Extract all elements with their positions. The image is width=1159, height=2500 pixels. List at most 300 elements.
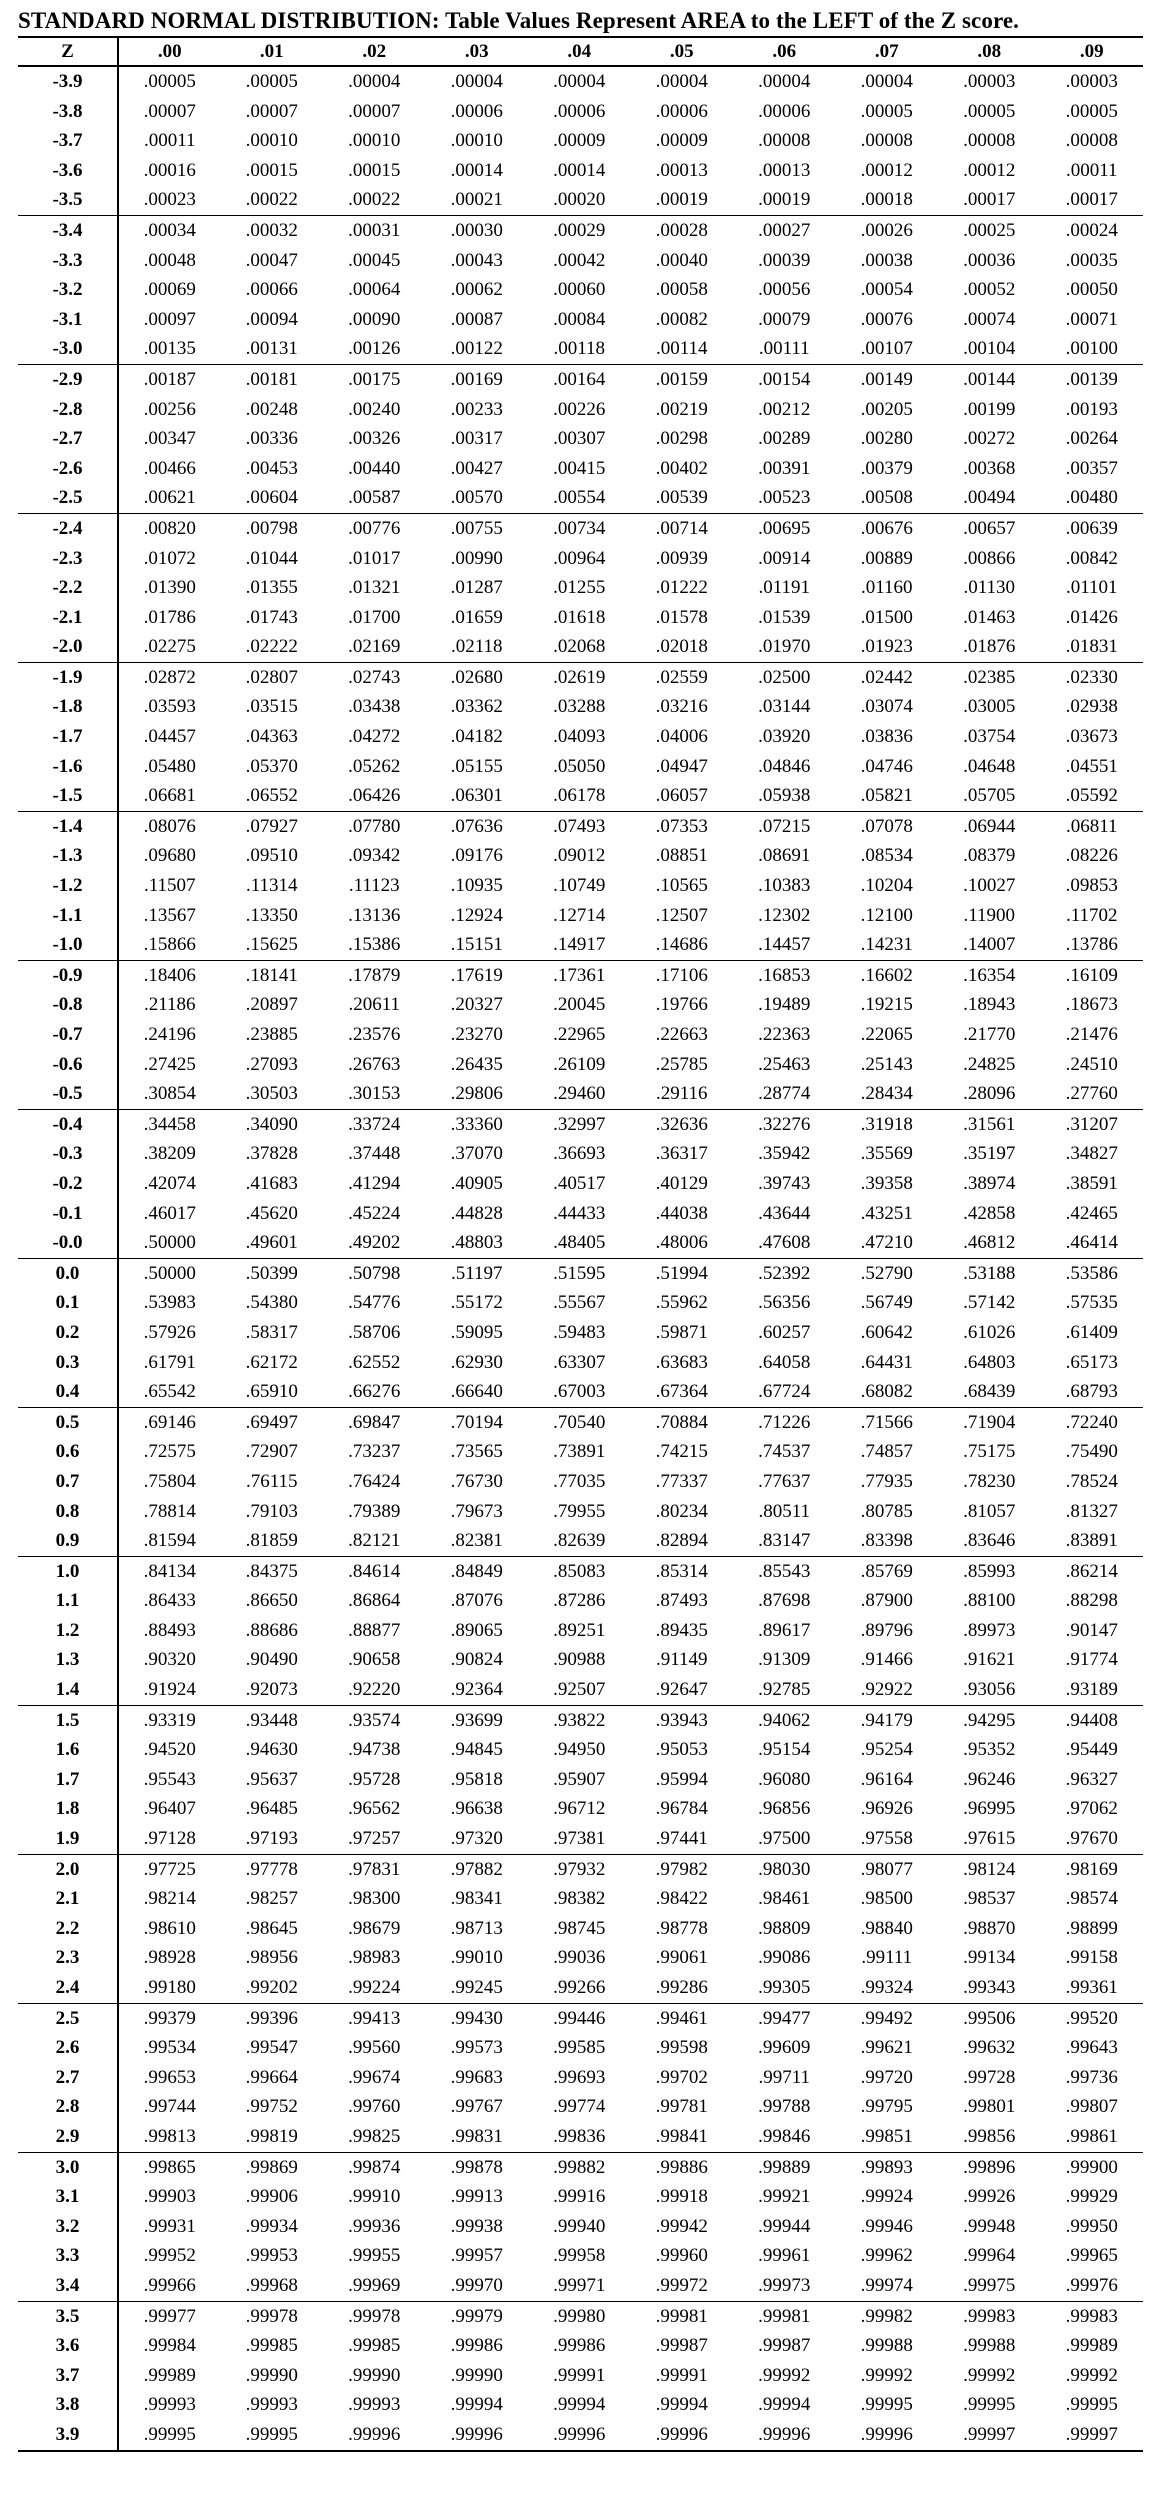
probability-cell: .00004 — [758, 71, 811, 92]
probability-cell: .06811 — [1065, 815, 1118, 837]
probability-cell: .94408 — [1065, 1709, 1118, 1731]
probability-cell: .00007 — [245, 100, 298, 122]
probability-cell: .39358 — [860, 1172, 913, 1194]
probability-cell: .00357 — [1065, 457, 1118, 479]
z-value-cell: 2.2 — [18, 1914, 118, 1944]
probability-cell: .65910 — [221, 1377, 324, 1407]
probability-cell: .00889 — [860, 547, 913, 569]
z-value-cell: 2.4 — [18, 1973, 118, 2003]
z-value-cell: 1.2 — [18, 1616, 118, 1646]
probability-cell: .21186 — [143, 994, 196, 1016]
probability-cell: .00050 — [1065, 279, 1118, 301]
probability-cell: .15866 — [118, 930, 221, 960]
z-value-cell: 1.1 — [18, 1586, 118, 1616]
probability-cell: .99958 — [553, 2245, 606, 2267]
probability-cell: .99987 — [758, 2335, 811, 2357]
table-row — [18, 1943, 1143, 1973]
probability-cell: .95907 — [553, 1768, 606, 1790]
probability-cell: .26763 — [348, 1053, 401, 1075]
probability-cell: .99974 — [836, 2271, 939, 2301]
probability-cell: .66640 — [426, 1377, 529, 1407]
probability-cell: .00199 — [963, 398, 1016, 420]
table-row — [18, 2390, 1143, 2420]
probability-cell: .12302 — [758, 904, 811, 926]
probability-cell: .00233 — [450, 398, 503, 420]
probability-cell: .59095 — [450, 1321, 503, 1343]
probability-cell: .03673 — [1065, 726, 1118, 748]
probability-cell: .00064 — [348, 279, 401, 301]
probability-cell: .57535 — [1065, 1292, 1118, 1314]
probability-cell: .99996 — [733, 2420, 836, 2451]
z-value-cell: 1.6 — [18, 1735, 118, 1765]
probability-cell: .00029 — [553, 219, 606, 241]
probability-cell: .99813 — [118, 2122, 221, 2152]
table-row — [18, 1050, 1143, 1080]
probability-cell: .81057 — [963, 1500, 1016, 1522]
table-title: STANDARD NORMAL DISTRIBUTION: Table Values Represent AREA to the LEFT of the Z score. — [18, 8, 1020, 33]
probability-cell: .00175 — [348, 368, 401, 390]
table-row — [18, 1020, 1143, 1050]
table-row — [18, 1377, 1143, 1407]
probability-cell: .68793 — [1041, 1377, 1144, 1407]
probability-cell: .98840 — [860, 1917, 913, 1939]
probability-cell: .08379 — [963, 845, 1016, 867]
probability-cell: .00453 — [245, 457, 298, 479]
probability-cell: .00019 — [733, 185, 836, 215]
probability-cell: .07780 — [348, 815, 401, 837]
probability-cell: .22363 — [758, 1024, 811, 1045]
probability-cell: .00025 — [963, 219, 1016, 241]
probability-cell: .99942 — [655, 2215, 708, 2237]
probability-cell: .00039 — [758, 249, 811, 271]
probability-cell: .49601 — [221, 1228, 324, 1258]
z-value-cell: -3.4 — [18, 215, 118, 245]
table-row — [18, 1914, 1143, 1944]
probability-cell: .00022 — [221, 185, 324, 215]
probability-cell: .00013 — [655, 159, 708, 181]
probability-cell: .00226 — [553, 398, 606, 420]
probability-cell: .95994 — [655, 1768, 708, 1790]
probability-cell: .00587 — [323, 483, 426, 513]
probability-cell: .00004 — [860, 71, 913, 92]
probability-cell: .29460 — [528, 1079, 631, 1109]
probability-cell: .99111 — [861, 1947, 913, 1969]
probability-cell: .23885 — [245, 1024, 298, 1045]
z-value-cell: -2.3 — [18, 544, 118, 574]
probability-cell: .08076 — [143, 815, 196, 837]
probability-cell: .91621 — [963, 1649, 1016, 1671]
probability-cell: .80511 — [758, 1500, 811, 1522]
probability-cell: .82381 — [426, 1526, 529, 1556]
probability-cell: .25463 — [758, 1053, 811, 1075]
probability-cell: .62172 — [245, 1351, 298, 1373]
probability-cell: .99983 — [1065, 2305, 1118, 2327]
probability-cell: .99996 — [631, 2420, 734, 2451]
probability-cell: .62552 — [348, 1351, 401, 1373]
probability-cell: .02680 — [450, 666, 503, 688]
probability-cell: .99936 — [348, 2215, 401, 2237]
probability-cell: .99736 — [1065, 2066, 1118, 2088]
z-value-cell: -2.7 — [18, 424, 118, 454]
probability-cell: .01659 — [450, 606, 503, 628]
probability-cell: .03754 — [963, 726, 1016, 748]
probability-cell: .30503 — [221, 1079, 324, 1109]
probability-cell: .78230 — [963, 1470, 1016, 1492]
probability-cell: .99966 — [118, 2271, 221, 2301]
probability-cell: .99896 — [963, 2156, 1016, 2178]
probability-cell: .00755 — [450, 517, 503, 539]
probability-cell: .75490 — [1065, 1441, 1118, 1463]
z-table — [18, 36, 1143, 2452]
table-row — [18, 126, 1143, 156]
table-row — [18, 2361, 1143, 2391]
probability-cell: .67724 — [733, 1377, 836, 1407]
probability-cell: .00144 — [963, 368, 1016, 390]
probability-cell: .16109 — [1065, 964, 1118, 986]
probability-cell: .99305 — [733, 1973, 836, 2003]
probability-cell: .32997 — [553, 1113, 606, 1135]
probability-cell: .03593 — [143, 696, 196, 718]
probability-cell: .81859 — [221, 1526, 324, 1556]
probability-cell: .00011 — [1065, 159, 1118, 181]
probability-cell: .99760 — [348, 2096, 401, 2118]
column-header: .06 — [733, 37, 836, 66]
probability-cell: .18406 — [143, 964, 196, 986]
z-value-cell: 2.5 — [18, 2003, 118, 2033]
probability-cell: .43251 — [860, 1202, 913, 1224]
probability-cell: .00030 — [450, 219, 503, 241]
probability-cell: .04093 — [553, 726, 606, 748]
probability-cell: .06057 — [631, 781, 734, 811]
probability-cell: .09510 — [245, 845, 298, 867]
probability-cell: .99856 — [938, 2122, 1041, 2152]
probability-cell: .14007 — [938, 930, 1041, 960]
probability-cell: .12507 — [655, 904, 708, 926]
probability-cell: .18673 — [1065, 994, 1118, 1016]
probability-cell: .19215 — [860, 994, 913, 1016]
probability-cell: .00052 — [963, 279, 1016, 301]
probability-cell: .54380 — [245, 1292, 298, 1314]
probability-cell: .00159 — [655, 368, 708, 390]
probability-cell: .99361 — [1041, 1973, 1144, 2003]
probability-cell: .95818 — [450, 1768, 503, 1790]
probability-cell: .92073 — [221, 1675, 324, 1705]
probability-cell: .24196 — [143, 1024, 196, 1045]
probability-cell: .01072 — [143, 547, 196, 569]
probability-cell: .99861 — [1041, 2122, 1144, 2152]
probability-cell: .99990 — [450, 2364, 503, 2386]
probability-cell: .95637 — [245, 1768, 298, 1790]
probability-cell: .00480 — [1041, 483, 1144, 513]
probability-cell: .07078 — [860, 815, 913, 837]
probability-cell: .97500 — [733, 1824, 836, 1854]
z-value-cell: -3.6 — [18, 156, 118, 186]
probability-cell: .99061 — [655, 1947, 708, 1969]
probability-cell: .00060 — [553, 279, 606, 301]
probability-cell: .00368 — [963, 457, 1016, 479]
column-header: .04 — [528, 37, 631, 66]
probability-cell: .23270 — [450, 1024, 503, 1045]
probability-cell: .93319 — [143, 1709, 196, 1731]
probability-cell: .20611 — [348, 994, 401, 1016]
probability-cell: .88100 — [963, 1590, 1016, 1612]
probability-cell: .99962 — [860, 2245, 913, 2267]
probability-cell: .00062 — [450, 279, 503, 301]
probability-cell: .99674 — [348, 2066, 401, 2088]
z-column-header: Z — [18, 37, 118, 66]
probability-cell: .00657 — [963, 517, 1016, 539]
probability-cell: .05155 — [450, 755, 503, 777]
probability-cell: .97778 — [245, 1858, 298, 1880]
probability-cell: .99965 — [1065, 2245, 1118, 2267]
probability-cell: .78814 — [143, 1500, 196, 1522]
probability-cell: .52392 — [758, 1262, 811, 1284]
z-value-cell: -0.6 — [18, 1050, 118, 1080]
table-row — [18, 811, 1143, 841]
probability-cell: .44433 — [553, 1202, 606, 1224]
z-value-cell: -2.4 — [18, 513, 118, 543]
probability-cell: .99990 — [348, 2364, 401, 2386]
probability-cell: .89435 — [655, 1619, 708, 1641]
probability-cell: .14457 — [733, 930, 836, 960]
probability-cell: .00005 — [963, 100, 1016, 122]
probability-cell: .02807 — [245, 666, 298, 688]
probability-cell: .99621 — [860, 2037, 913, 2059]
probability-cell: .00798 — [245, 517, 298, 539]
probability-cell: .96485 — [245, 1798, 298, 1820]
probability-cell: .23576 — [348, 1024, 401, 1045]
probability-cell: .03362 — [450, 696, 503, 718]
probability-cell: .00379 — [860, 457, 913, 479]
probability-cell: .02222 — [221, 632, 324, 662]
table-row — [18, 2033, 1143, 2063]
probability-cell: .09342 — [348, 845, 401, 867]
probability-cell: .00114 — [631, 334, 734, 364]
probability-cell: .99924 — [860, 2186, 913, 2208]
table-row — [18, 395, 1143, 425]
probability-cell: .04182 — [450, 726, 503, 748]
probability-cell: .99994 — [758, 2394, 811, 2416]
table-row — [18, 1318, 1143, 1348]
probability-cell: .90320 — [143, 1649, 196, 1671]
probability-cell: .82639 — [528, 1526, 631, 1556]
probability-cell: .00964 — [553, 547, 606, 569]
probability-cell: .99728 — [963, 2066, 1016, 2088]
probability-cell: .03074 — [860, 696, 913, 718]
probability-cell: .99996 — [836, 2420, 939, 2451]
z-value-cell: -1.3 — [18, 841, 118, 871]
probability-cell: .86650 — [245, 1590, 298, 1612]
probability-cell: .29806 — [426, 1079, 529, 1109]
probability-cell: .90147 — [1065, 1619, 1118, 1641]
column-header: .07 — [836, 37, 939, 66]
probability-cell: .98077 — [860, 1858, 913, 1880]
z-value-cell: 0.0 — [18, 1258, 118, 1288]
probability-cell: .99573 — [450, 2037, 503, 2059]
table-row — [18, 2063, 1143, 2093]
probability-cell: .93056 — [938, 1675, 1041, 1705]
probability-cell: .97320 — [426, 1824, 529, 1854]
table-row — [18, 483, 1143, 513]
probability-cell: .00676 — [860, 517, 913, 539]
probability-cell: .90490 — [245, 1649, 298, 1671]
probability-cell: .99978 — [245, 2305, 298, 2327]
probability-cell: .08691 — [758, 845, 811, 867]
probability-cell: .00104 — [938, 334, 1041, 364]
probability-cell: .98341 — [450, 1888, 503, 1910]
probability-cell: .89973 — [963, 1619, 1016, 1641]
probability-cell: .00020 — [528, 185, 631, 215]
probability-cell: .99995 — [221, 2420, 324, 2451]
probability-cell: .99819 — [221, 2122, 324, 2152]
table-row — [18, 1586, 1143, 1616]
probability-cell: .12924 — [450, 904, 503, 926]
z-value-cell: 1.0 — [18, 1556, 118, 1586]
probability-cell: .09853 — [1065, 875, 1118, 897]
probability-cell: .00391 — [758, 457, 811, 479]
probability-cell: .18943 — [963, 994, 1016, 1016]
probability-cell: .33360 — [450, 1113, 503, 1135]
probability-cell: .99461 — [655, 2007, 708, 2029]
probability-cell: .00006 — [553, 100, 606, 122]
probability-cell: .50399 — [245, 1262, 298, 1284]
probability-cell: .55172 — [450, 1292, 503, 1314]
probability-cell: .07927 — [245, 815, 298, 837]
z-value-cell: -0.5 — [18, 1079, 118, 1109]
z-value-cell: 2.6 — [18, 2033, 118, 2063]
probability-cell: .21476 — [1065, 1024, 1118, 1045]
probability-cell: .00006 — [758, 100, 811, 122]
probability-cell: .99977 — [143, 2305, 196, 2327]
probability-cell: .98713 — [450, 1917, 503, 1939]
probability-cell: .00058 — [655, 279, 708, 301]
probability-cell: .95728 — [348, 1768, 401, 1790]
probability-cell: .00307 — [553, 428, 606, 450]
probability-cell: .90824 — [450, 1649, 503, 1671]
probability-cell: .99934 — [245, 2215, 298, 2237]
probability-cell: .37448 — [348, 1143, 401, 1165]
probability-cell: .00079 — [758, 308, 811, 330]
probability-cell: .08534 — [860, 845, 913, 867]
probability-cell: .85543 — [758, 1560, 811, 1582]
probability-cell: .00539 — [631, 483, 734, 513]
probability-cell: .00169 — [450, 368, 503, 390]
probability-cell: .00054 — [860, 279, 913, 301]
probability-cell: .09176 — [450, 845, 503, 867]
probability-cell: .22065 — [860, 1024, 913, 1045]
probability-cell: .00122 — [426, 334, 529, 364]
table-row — [18, 2331, 1143, 2361]
probability-cell: .98745 — [553, 1917, 606, 1939]
table-row — [18, 960, 1143, 990]
table-row — [18, 2212, 1143, 2242]
table-row — [18, 1854, 1143, 1884]
probability-cell: .98679 — [348, 1917, 401, 1939]
probability-cell: .79103 — [245, 1500, 298, 1522]
z-value-cell: -2.6 — [18, 454, 118, 484]
probability-cell: .97982 — [655, 1858, 708, 1880]
probability-cell: .10749 — [553, 875, 606, 897]
probability-cell: .03216 — [655, 696, 708, 718]
probability-cell: .20897 — [245, 994, 298, 1016]
probability-cell: .13350 — [245, 904, 298, 926]
probability-cell: .31207 — [1065, 1113, 1118, 1135]
probability-cell: .00440 — [348, 457, 401, 479]
probability-cell: .72575 — [143, 1441, 196, 1463]
probability-cell: .73565 — [450, 1441, 503, 1463]
probability-cell: .87076 — [450, 1590, 503, 1612]
probability-cell: .11123 — [348, 875, 400, 897]
probability-cell: .50000 — [118, 1228, 221, 1258]
probability-cell: .92507 — [528, 1675, 631, 1705]
probability-cell: .02169 — [323, 632, 426, 662]
probability-cell: .99245 — [426, 1973, 529, 2003]
probability-cell: .30854 — [118, 1079, 221, 1109]
probability-cell: .11314 — [245, 875, 298, 897]
probability-cell: .99036 — [553, 1947, 606, 1969]
probability-cell: .99851 — [836, 2122, 939, 2152]
probability-cell: .01130 — [963, 577, 1016, 599]
table-row — [18, 1228, 1143, 1258]
probability-cell: .00494 — [938, 483, 1041, 513]
probability-cell: .89065 — [450, 1619, 503, 1641]
probability-cell: .98956 — [245, 1947, 298, 1969]
probability-cell: .99985 — [348, 2335, 401, 2357]
probability-cell: .16853 — [758, 964, 811, 986]
probability-cell: .40129 — [655, 1172, 708, 1194]
z-value-cell: -0.4 — [18, 1109, 118, 1139]
probability-cell: .99286 — [631, 1973, 734, 2003]
probability-cell: .80234 — [655, 1500, 708, 1522]
probability-cell: .99972 — [631, 2271, 734, 2301]
probability-cell: .00097 — [143, 308, 196, 330]
probability-cell: .99946 — [860, 2215, 913, 2237]
probability-cell: .69847 — [348, 1411, 401, 1433]
probability-cell: .64431 — [860, 1351, 913, 1373]
probability-cell: .97062 — [1065, 1798, 1118, 1820]
probability-cell: .99379 — [143, 2007, 196, 2029]
z-value-cell: -1.8 — [18, 692, 118, 722]
probability-cell: .87493 — [655, 1590, 708, 1612]
probability-cell: .98214 — [143, 1888, 196, 1910]
probability-cell: .99948 — [963, 2215, 1016, 2237]
probability-cell: .99430 — [450, 2007, 503, 2029]
probability-cell: .75175 — [963, 1441, 1016, 1463]
probability-cell: .84849 — [450, 1560, 503, 1582]
probability-cell: .62930 — [450, 1351, 503, 1373]
probability-cell: .91774 — [1065, 1649, 1118, 1671]
table-row — [18, 1258, 1143, 1288]
probability-cell: .05592 — [1041, 781, 1144, 811]
probability-cell: .10935 — [450, 875, 503, 897]
probability-cell: .29116 — [631, 1079, 734, 1109]
table-row — [18, 1169, 1143, 1199]
probability-cell: .56749 — [860, 1292, 913, 1314]
probability-cell: .93448 — [245, 1709, 298, 1731]
probability-cell: .97831 — [348, 1858, 401, 1880]
probability-cell: .07353 — [655, 815, 708, 837]
probability-cell: .99520 — [1065, 2007, 1118, 2029]
z-value-cell: -3.3 — [18, 246, 118, 276]
probability-cell: .99992 — [758, 2364, 811, 2386]
probability-cell: .02018 — [631, 632, 734, 662]
probability-cell: .37828 — [245, 1143, 298, 1165]
probability-cell: .04363 — [245, 726, 298, 748]
probability-cell: .96784 — [655, 1798, 708, 1820]
probability-cell: .48405 — [528, 1228, 631, 1258]
table-row — [18, 752, 1143, 782]
probability-cell: .99961 — [758, 2245, 811, 2267]
